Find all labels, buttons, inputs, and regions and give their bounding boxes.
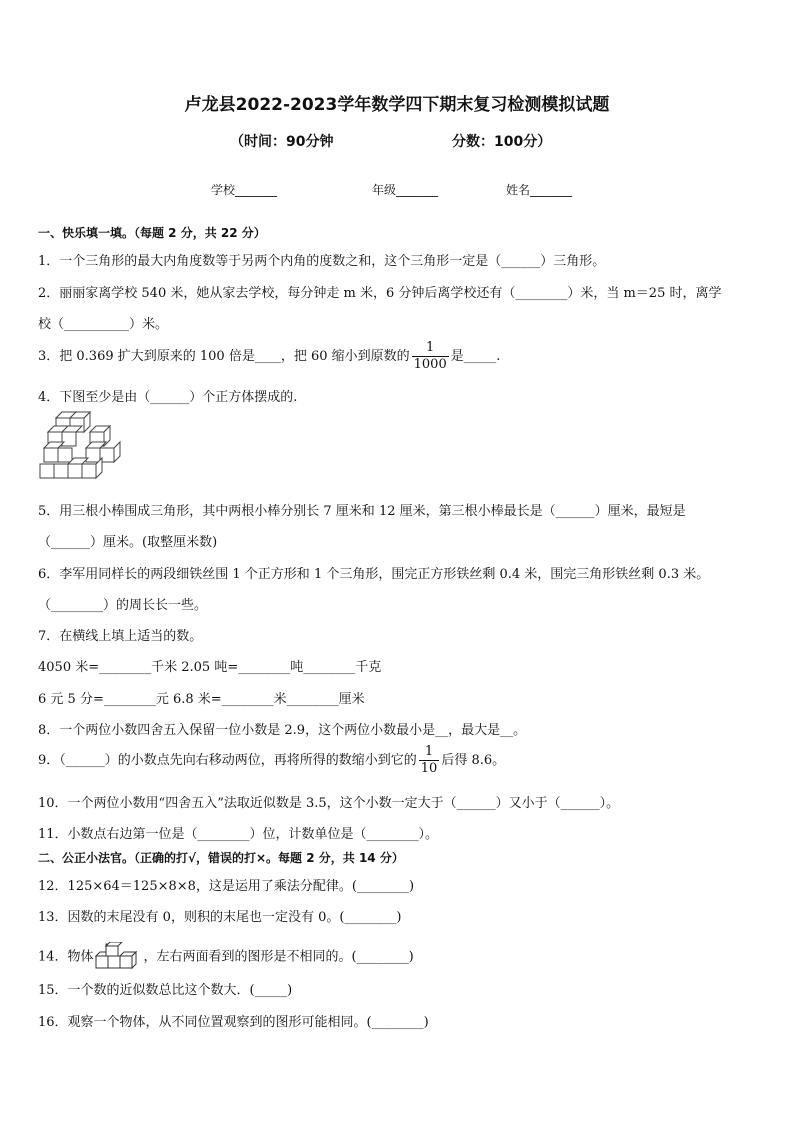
question-9 xyxy=(38,744,505,777)
exam-score: 分数：100分） xyxy=(452,134,552,150)
name-field: 姓名_______ xyxy=(506,183,573,197)
question-3 xyxy=(38,340,500,373)
question-15: 15．一个数的近似数总比这个数大．(_____) xyxy=(38,983,293,998)
grade-field: 年级_______ xyxy=(372,183,439,197)
question-2-line1: 2．丽丽家离学校 540 米，她从家去学校，每分钟走 m 米，6 分钟后离学校还有（________）米，当 m＝25 时，离学 xyxy=(38,286,722,301)
question-14 xyxy=(38,942,414,972)
question-11: 11．小数点右边第一位是（________）位，计数单位是（________）。 xyxy=(38,827,439,842)
question-7-row1: 4050 米=________千米 2.05 吨=________吨________千克 xyxy=(38,660,382,675)
question-14-text-a: 14．物体 xyxy=(38,949,94,965)
fraction-denominator: 10 xyxy=(420,761,438,776)
question-1: 1．一个三角形的最大内角度数等于另两个内角的度数之和，这个三角形一定是（______）三角形。 xyxy=(38,254,606,269)
exam-time: （时间：90分钟 xyxy=(230,134,334,150)
question-9-text-a: 9．（______）的小数点先向右移动两位，再将所得的数缩小到它的 xyxy=(38,753,417,768)
question-12: 12．125×64＝125×8×8，这是运用了乘法分配律。(________) xyxy=(38,879,415,894)
school-field: 学校_______ xyxy=(211,183,278,197)
page-title: 卢龙县2022-2023学年数学四下期末复习检测模拟试题 xyxy=(184,95,610,115)
question-4: 4．下图至少是由（______）个正方体摆成的. xyxy=(38,390,298,405)
question-3-text-b: 是_____. xyxy=(450,349,501,364)
section-1-heading: 一、快乐填一填。（每题 2 分，共 22 分） xyxy=(38,226,266,240)
fraction-numerator: 1 xyxy=(412,340,449,357)
question-13: 13．因数的末尾没有 0，则积的末尾也一定没有 0。(________) xyxy=(38,910,402,925)
question-7: 7．在横线上填上适当的数。 xyxy=(38,629,203,644)
question-5-line2: （______）厘米。(取整厘米数) xyxy=(38,535,218,550)
question-6-line2: （________）的周长长一些。 xyxy=(38,598,208,613)
question-9-text-b: 后得 8.6。 xyxy=(441,753,506,768)
question-3-fraction xyxy=(412,340,449,373)
question-14-text-b: ，左右两面看到的图形是不相同的。(________) xyxy=(143,949,414,965)
question-8: 8．一个两位小数四舍五入保留一位小数是 2.9，这个两位小数最小是__，最大是__。 xyxy=(38,723,527,738)
fraction-denominator: 1000 xyxy=(413,357,447,372)
cube-object-figure xyxy=(94,942,144,972)
question-10: 10．一个两位小数用“四舍五入”法取近似数是 3.5，这个小数一定大于（______）又小于（______）。 xyxy=(38,796,620,811)
question-9-fraction xyxy=(419,744,440,777)
question-7-row2: 6 元 5 分=________元 6.8 米=________米________厘米 xyxy=(38,692,365,707)
question-6-line1: 6．李军用同样长的两段细铁丝围 1 个正方形和 1 个三角形，围完正方形铁丝剩 0.4 米，围完三角形铁丝剩 0.3 米。 xyxy=(38,567,710,582)
section-2-heading: 二、公正小法官。（正确的打√，错误的打×。每题 2 分，共 14 分） xyxy=(38,851,404,865)
fraction-numerator: 1 xyxy=(419,744,440,761)
question-16: 16．观察一个物体，从不同位置观察到的图形可能相同。(________) xyxy=(38,1015,429,1030)
cube-stack-figure xyxy=(38,410,122,488)
question-5-line1: 5．用三根小棒围成三角形，其中两根小棒分别长 7 厘米和 12 厘米，第三根小棒最长是（______）厘米，最短是 xyxy=(38,504,686,519)
question-2-line2: 校（__________）米。 xyxy=(38,317,169,332)
question-3-text-a: 3．把 0.369 扩大到原来的 100 倍是____，把 60 缩小到原数的 xyxy=(38,349,410,364)
